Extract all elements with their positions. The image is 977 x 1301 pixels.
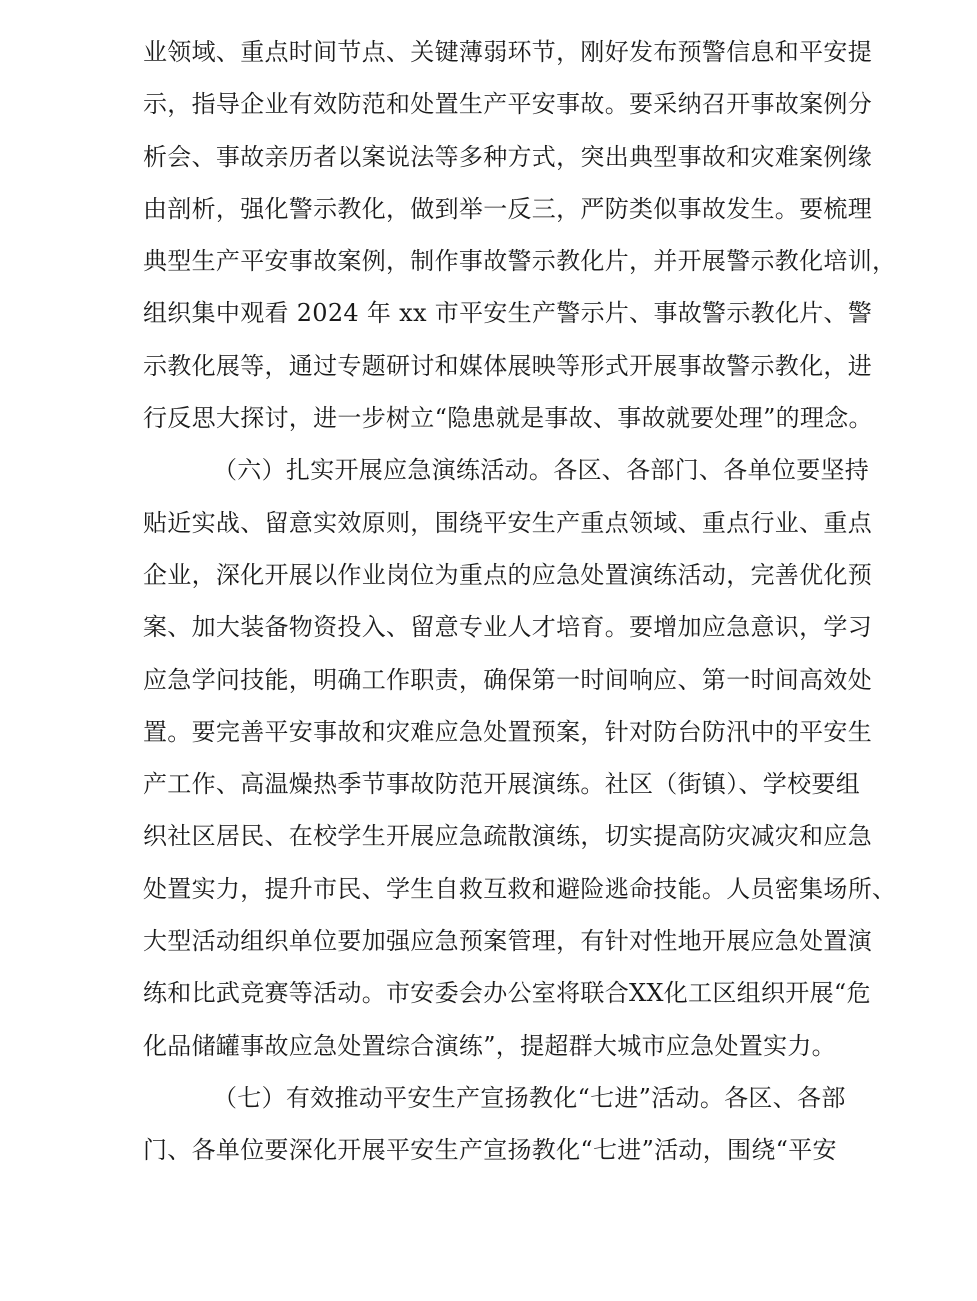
body-text bbox=[143, 26, 897, 1177]
section-6-heading-line: （六）扎实开展应急演练活动。各区、各部门、各单位要坚持 bbox=[213, 456, 870, 485]
text-line: 应急学问技能，明确工作职责，确保第一时间响应、第一时间高效处 bbox=[143, 665, 872, 694]
text-line: 行反思大探讨，进一步树立“隐患就是事故、事故就要处理”的理念。 bbox=[143, 404, 873, 433]
text-line: 织社区居民、在校学生开展应急疏散演练，切实提高防灾减灾和应急 bbox=[143, 822, 872, 851]
text-line: 练和比武竞赛等活动。市安委会办公室将联合XX化工区组织开展“危 bbox=[143, 979, 871, 1008]
text-line: 由剖析，强化警示教化，做到举一反三，严防类似事故发生。要梳理 bbox=[143, 194, 872, 223]
text-line: 门、各单位要深化开展平安生产宣扬教化“七进”活动，围绕“平安 bbox=[143, 1136, 837, 1165]
text-line: 处置实力，提升市民、学生自救互救和避险逃命技能。人员密集场所、 bbox=[143, 874, 897, 903]
text-line: 大型活动组织单位要加强应急预案管理，有针对性地开展应急处置演 bbox=[143, 927, 872, 956]
section-7-heading-line: （七）有效推动平安生产宣扬教化“七进”活动。各区、各部 bbox=[213, 1083, 846, 1112]
text-line: 示教化展等，通过专题研讨和媒体展映等形式开展事故警示教化，进 bbox=[143, 351, 872, 380]
text-line: 组织集中观看 2024 年 xx 市平安生产警示片、事故警示教化片、警 bbox=[143, 299, 873, 328]
text-line: 示，指导企业有效防范和处置生产平安事故。要采纳召开事故案例分 bbox=[143, 90, 872, 119]
text-line: 贴近实战、留意实效原则，围绕平安生产重点领域、重点行业、重点 bbox=[143, 508, 872, 537]
text-line: 案、加大装备物资投入、留意专业人才培育。要增加应急意识，学习 bbox=[143, 613, 872, 642]
text-line: 析会、事故亲历者以案说法等多种方式，突出典型事故和灾难案例缘 bbox=[143, 142, 872, 171]
text-line: 典型生产平安事故案例，制作事故警示教化片，并开展警示教化培训， bbox=[143, 247, 897, 276]
text-line: 企业，深化开展以作业岗位为重点的应急处置演练活动，完善优化预 bbox=[143, 560, 872, 589]
text-line: 置。要完善平安事故和灾难应急处置预案，针对防台防汛中的平安生 bbox=[143, 717, 872, 746]
text-line: 化品储罐事故应急处置综合演练”，提超群大城市应急处置实力。 bbox=[143, 1031, 836, 1060]
text-line: 产工作、高温燥热季节事故防范开展演练。社区（街镇）、学校要组 bbox=[143, 770, 860, 799]
text-line: 业领域、重点时间节点、关键薄弱环节，刚好发布预警信息和平安提 bbox=[143, 38, 872, 66]
